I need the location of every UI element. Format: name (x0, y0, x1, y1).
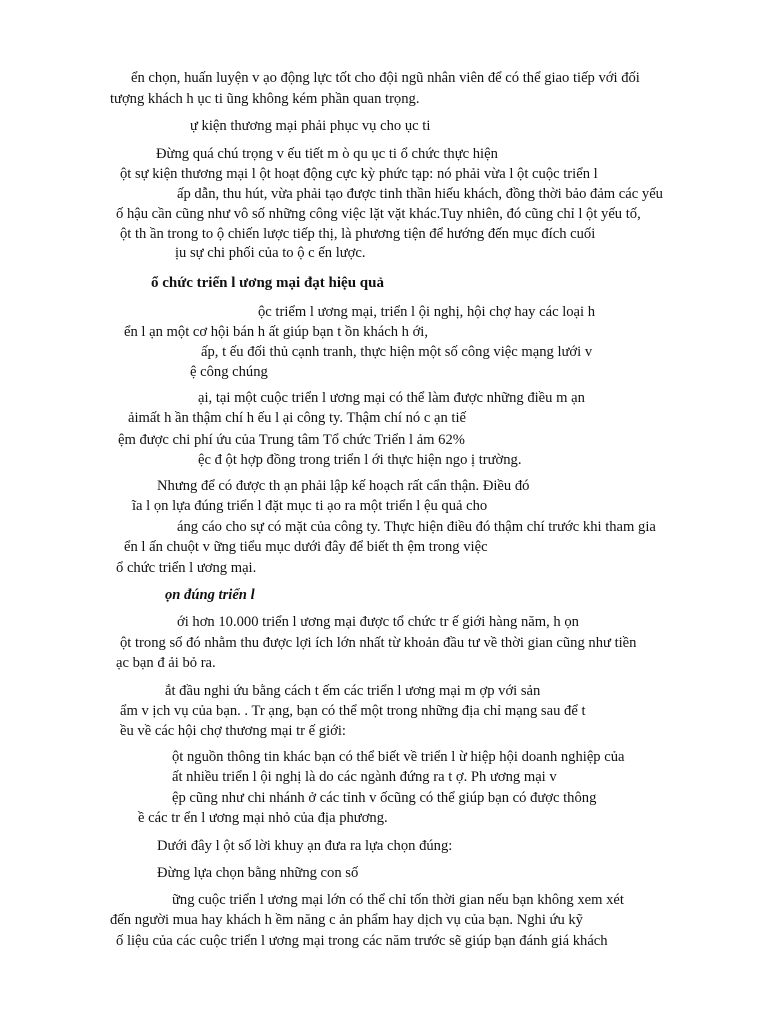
paragraph-line: ột trong số đó nhằm thu được lợi ích lớn nhất từ khoản đầu tư về thời gian cũng như tiền (120, 635, 637, 651)
paragraph-line: ấp, t ếu đối thủ cạnh tranh, thực hiện một số công việc mạng lưới v (201, 344, 593, 360)
paragraph-line: ều về các hội chợ thương mại tr ế giới: (120, 723, 346, 739)
paragraph-line: Nhưng để có được th ạn phải lập kế hoạch rất cẩn thận. Điều đó (157, 478, 530, 494)
subheading: ự kiện thương mại phải phục vụ cho ục ti (190, 118, 431, 134)
paragraph-line: ệm được chi phí ứu của Trung tâm Tổ chức Triển l ảm 62% (118, 432, 465, 448)
paragraph-line: ổ chức triển l ương mại. (116, 560, 257, 576)
paragraph-line: ệ công chúng (190, 364, 268, 380)
paragraph-line: ới hơn 10.000 triển l ương mại được tổ chức tr ế giới hàng năm, h ọn (177, 614, 579, 630)
paragraph-line: ĩa l ọn lựa đúng triển l đặt mục ti ạo ra một triển l ệu quả cho (132, 498, 488, 514)
paragraph-line: ển chọn, huấn luyện v ạo động lực tốt cho đội ngũ nhân viên để có thể giao tiếp với đối (131, 70, 640, 86)
paragraph-line: Dưới đây l ột số lời khuy ạn đưa ra lựa chọn đúng: (157, 838, 453, 854)
paragraph-line: ển l ấn chuột v ững tiểu mục dưới đây để biết th ệm trong việc (124, 539, 488, 555)
paragraph-line: ệp cũng như chi nhánh ở các tỉnh v ốcũng có thể giúp bạn có được thông (172, 790, 597, 806)
paragraph-line: ố hậu cần cũng như vô số những công việc lặt vặt khác.Tuy nhiên, đó cũng chỉ l ột yếu tố, (116, 206, 641, 222)
paragraph-line: Đừng quá chú trọng v ếu tiết m ò qu ục ti ổ chức thực hiện (156, 146, 498, 162)
paragraph-line: ạc bạn đ ải bỏ ra. (116, 655, 216, 671)
paragraph-line: ột th ần trong to ộ chiến lược tiếp thị, là phương tiện để hướng đến mục đích cuối (120, 226, 596, 242)
paragraph-line: áng cáo cho sự có mặt của công ty. Thực hiện điều đó thậm chí trước khi tham gia (177, 519, 656, 535)
paragraph-line: ắt đầu nghi ứu bằng cách t ếm các triển l ương mại m ợp với sản (165, 683, 541, 699)
paragraph-line: ề các tr ển l ương mại nhỏ của địa phương. (138, 810, 388, 826)
paragraph-line: ất nhiều triển l ội nghị là do các ngành đứng ra t ợ. Ph ương mại v (172, 769, 557, 785)
paragraph-line: ố liệu của các cuộc triển l ương mại trong các năm trước sẽ giúp bạn đánh giá khách (116, 933, 608, 949)
paragraph-line: ển l ạn một cơ hội bán h ất giúp bạn t ồn khách h ới, (124, 324, 429, 340)
paragraph-line: ại, tại một cuộc triển l ương mại có thể làm được những điều m ạn (198, 390, 585, 406)
paragraph-line: ảimất h ần thậm chí h ếu l ại công ty. Thậm chí nó c ạn tiế (128, 410, 466, 426)
section-heading: ổ chức triển l ương mại đạt hiệu quả (151, 275, 384, 291)
paragraph-line: ịu sự chi phối của to ộ c ến lược. (175, 245, 366, 261)
subheading: Đừng lựa chọn bằng những con số (157, 865, 359, 881)
paragraph-line: ấp dẫn, thu hút, vừa phải tạo được tinh thần hiếu khách, đồng thời bảo đảm các yếu (177, 186, 663, 202)
paragraph-line: ệc đ ột hợp đồng trong triển l ới thực hiện ngo ị trường. (198, 452, 522, 468)
subsection-heading: ọn đúng triển l (165, 587, 255, 603)
paragraph-line: ẩm v ịch vụ của bạn. . Tr ạng, bạn có thể một trong những địa chỉ mạng sau để t (120, 703, 586, 719)
paragraph-line: ột sự kiện thương mại l ột hoạt động cực kỳ phức tạp: nó phải vừa l ột cuộc triển l (120, 166, 598, 182)
paragraph-line: ững cuộc triển l ương mại lớn có thể chỉ tốn thời gian nếu bạn không xem xét (172, 892, 624, 908)
paragraph-line: ột nguồn thông tin khác bạn có thể biết về triển l ừ hiệp hội doanh nghiệp của (172, 749, 625, 765)
paragraph-line: ộc triểm l ương mại, triển l ội nghị, hội chợ hay các loại h (258, 304, 596, 320)
paragraph-line: đến người mua hay khách h ềm năng c ản phẩm hay dịch vụ của bạn. Nghi ứu kỹ (110, 912, 583, 928)
paragraph-line: tượng khách h ục ti ũng không kém phần quan trọng. (110, 91, 420, 107)
